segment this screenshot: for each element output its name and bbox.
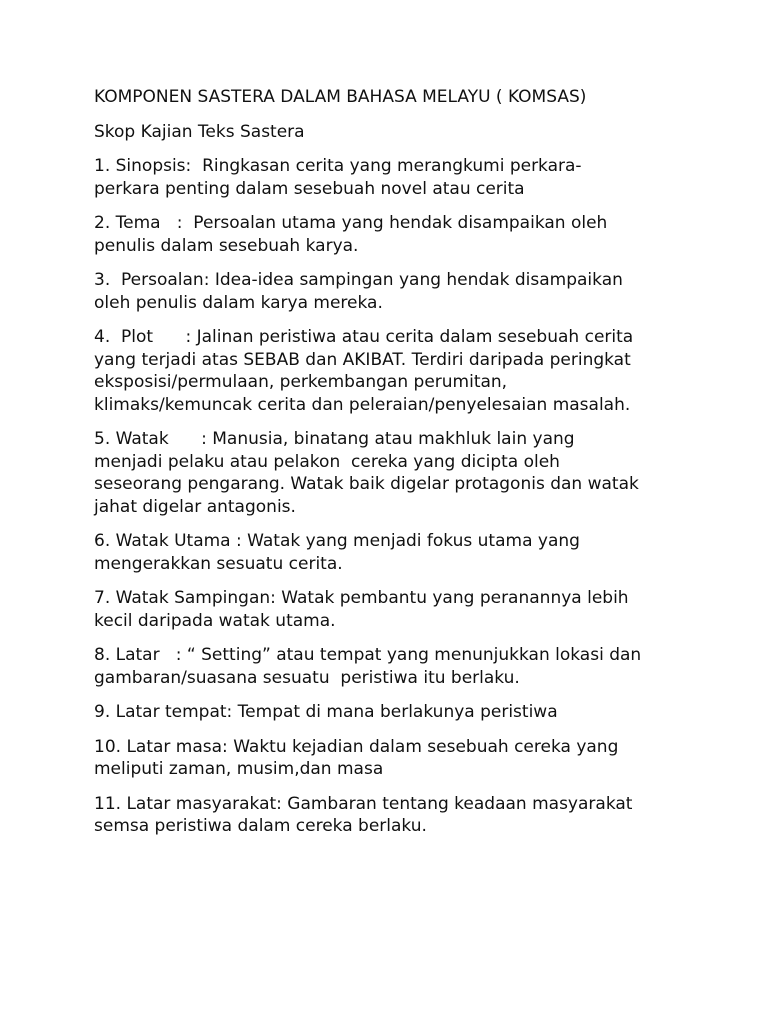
document-subtitle: Skop Kajian Teks Sastera bbox=[94, 121, 305, 142]
item-latar-masa: 10. Latar masa: Waktu kejadian dalam sesebuah cereka yang meliputi zaman, musim,dan masa bbox=[94, 736, 619, 779]
item-latar-masyarakat: 11. Latar masyarakat: Gambaran tentang keadaan masyarakat semsa peristiwa dalam cereka berlaku. bbox=[94, 793, 633, 836]
item-latar: 8. Latar : “ Setting” atau tempat yang menunjukkan lokasi dan gambaran/suasana sesuatu peristiwa itu berlaku. bbox=[94, 645, 642, 688]
document-title: KOMPONEN SASTERA DALAM BAHASA MELAYU ( KOMSAS) bbox=[94, 87, 587, 107]
item-watak: 5. Watak : Manusia, binatang atau makhluk lain yang menjadi pelaku atau pelakon cereka yang dicipta oleh seseorang pengarang. Watak baik digelar protagonis dan watak jahat digelar antagonis. bbox=[94, 429, 639, 517]
item-watak-sampingan: 7. Watak Sampingan: Watak pembantu yang peranannya lebih kecil daripada watak utama. bbox=[94, 588, 629, 631]
item-persoalan: 3. Persoalan: Idea-idea sampingan yang hendak disampaikan oleh penulis dalam karya mereka. bbox=[94, 270, 623, 313]
document-body bbox=[94, 86, 694, 850]
item-sinopsis: 1. Sinopsis: Ringkasan cerita yang merangkumi perkara- perkara penting dalam sesebuah novel atau cerita bbox=[94, 156, 582, 199]
item-plot: 4. Plot : Jalinan peristiwa atau cerita dalam sesebuah cerita yang terjadi atas SEBAB dan AKIBAT. Terdiri daripada peringkat eksposisi/permulaan, perkembangan perumitan, klimaks/kemuncak cerita dan peleraian/penyelesaian masalah. bbox=[94, 327, 634, 415]
item-watak-utama: 6. Watak Utama : Watak yang menjadi fokus utama yang mengerakkan sesuatu cerita. bbox=[94, 531, 580, 574]
item-latar-tempat: 9. Latar tempat: Tempat di mana berlakunya peristiwa bbox=[94, 702, 558, 722]
item-tema: 2. Tema : Persoalan utama yang hendak disampaikan oleh penulis dalam sesebuah karya. bbox=[94, 213, 608, 256]
